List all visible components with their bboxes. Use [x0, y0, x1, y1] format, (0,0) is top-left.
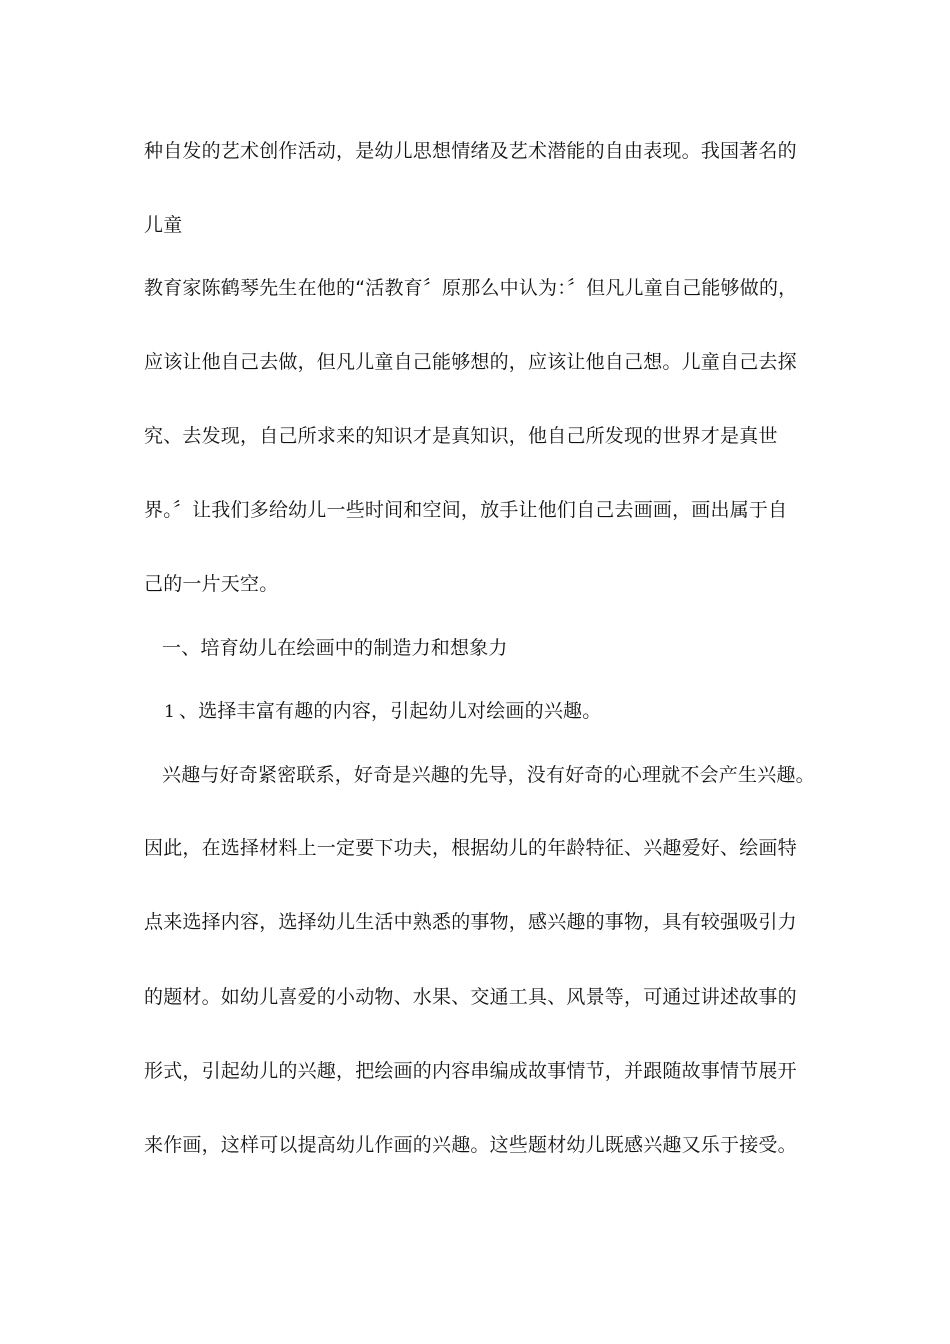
paragraph-line: 点来选择内容，选择幼儿生活中熟悉的事物，感兴趣的事物，具有较强吸引力	[144, 911, 797, 933]
paragraph-line: 来作画，这样可以提高幼儿作画的兴趣。这些题材幼儿既感兴趣又乐于接受。	[144, 1134, 797, 1156]
text-line: 应该让他自己去做，但凡儿童自己能够想的，应该让他自己想。儿童自己去探	[144, 351, 797, 373]
paragraph-line: 的题材。如幼儿喜爱的小动物、水果、交通工具、风景等，可通过讲述故事的	[144, 986, 797, 1008]
subsection-heading	[164, 698, 601, 725]
paragraph-line: 兴趣与好奇紧密联系，好奇是兴趣的先导，没有好奇的心理就不会产生兴趣。	[162, 764, 815, 786]
text-line: 己的一片天空。	[144, 573, 279, 595]
subsection-number: 1	[164, 702, 176, 722]
paragraph-line: 因此，在选择材料上一定要下功夫，根据幼儿的年龄特征、兴趣爱好、绘画特	[144, 837, 797, 859]
paragraph-line: 形式，引起幼儿的兴趣，把绘画的内容串编成故事情节，并跟随故事情节展开	[144, 1060, 797, 1082]
text-line: 究、去发现，自己所求来的知识才是真知识，他自己所发现的世界才是真世	[144, 425, 778, 447]
section-heading: 一、培育幼儿在绘画中的制造力和想象力	[162, 637, 508, 659]
text-line: 种自发的艺术创作活动，是幼儿思想情绪及艺术潜能的自由表现。我国著名的	[144, 140, 797, 162]
subsection-title: 、选择丰富有趣的内容，引起幼儿对绘画的兴趣。	[179, 700, 602, 722]
text-line: 儿童	[144, 214, 183, 236]
text-line: 界。〞让我们多给幼儿一些时间和空间，放手让他们自己去画画，画出属于自	[144, 499, 788, 521]
text-line: 教育家陈鹤琴先生在他的“活教育〞原那么中认为：〞但凡儿童自己能够做的，	[144, 277, 798, 299]
